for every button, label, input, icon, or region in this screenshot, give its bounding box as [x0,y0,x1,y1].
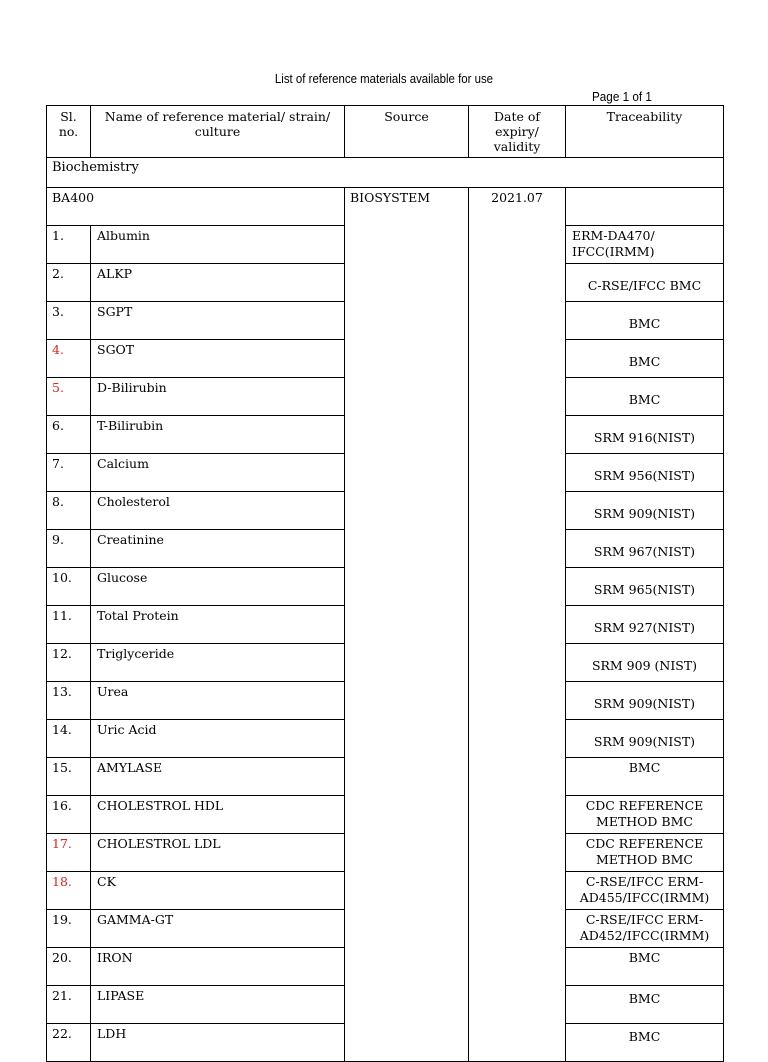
row-material-name: IRON [91,948,345,986]
row-material-name: Calcium [91,454,345,492]
header-name-line2: culture [194,124,241,139]
row-sl-number: 19. [47,910,91,948]
header-name-line1: Name of reference material/ strain/ [104,109,331,124]
row-traceability-text: C-RSE/IFCC ERM- AD452/IFCC(IRMM) [579,912,710,943]
row-sl-number: 21. [47,986,91,1024]
row-traceability [566,1024,724,1062]
row-traceability-text: BMC [628,950,661,965]
header-date [469,106,566,158]
page-number: Page 1 of 1 [592,89,652,104]
row-material-name: CHOLESTROL LDL [91,834,345,872]
row-traceability-text: SRM 965(NIST) [593,582,696,597]
group-name: BA400 [47,188,345,226]
row-sl-number: 20. [47,948,91,986]
row-sl-number: 12. [47,644,91,682]
row-traceability [566,492,724,530]
row-sl-number: 2. [47,264,91,302]
row-traceability [566,416,724,454]
row-material-name: LIPASE [91,986,345,1024]
row-sl-number: 7. [47,454,91,492]
table-header-row [47,106,724,158]
row-traceability-text: SRM 909 (NIST) [591,658,698,673]
row-traceability-text: BMC [628,392,661,407]
row-sl-number: 13. [47,682,91,720]
header-sl [47,106,91,158]
row-material-name: D-Bilirubin [91,378,345,416]
row-sl-number: 8. [47,492,91,530]
row-material-name: T-Bilirubin [91,416,345,454]
row-traceability-text: CDC REFERENCE METHOD BMC [585,798,704,829]
row-material-name: Triglyceride [91,644,345,682]
row-traceability-text: BMC [628,354,661,369]
row-material-name: Total Protein [91,606,345,644]
row-sl-number: 11. [47,606,91,644]
row-traceability-text: ERM-DA470/ IFCC(IRMM) [572,228,655,259]
row-traceability [566,834,724,872]
header-date-line1: Date of [493,109,541,124]
row-material-name: SGPT [91,302,345,340]
group-row [47,188,724,226]
group-date: 2021.07 [469,188,566,1062]
row-material-name: ALKP [91,264,345,302]
header-sl-line2: no. [58,124,79,139]
row-traceability-text: C-RSE/IFCC ERM- AD455/IFCC(IRMM) [579,874,710,905]
row-traceability-text: SRM 909(NIST) [593,506,696,521]
row-traceability-text: SRM 956(NIST) [593,468,696,483]
row-material-name: Urea [91,682,345,720]
row-traceability-text: BMC [628,760,661,775]
row-material-name: Cholesterol [91,492,345,530]
row-material-name: GAMMA-GT [91,910,345,948]
row-traceability-text: C-RSE/IFCC BMC [587,278,702,293]
row-sl-number: 6. [47,416,91,454]
row-traceability-text: SRM 927(NIST) [593,620,696,635]
row-sl-number: 14. [47,720,91,758]
group-source: BIOSYSTEM [345,188,469,1062]
row-material-name: LDH [91,1024,345,1062]
row-traceability-text: BMC [628,316,661,331]
row-traceability [566,454,724,492]
group-trace [566,188,724,226]
row-traceability [566,378,724,416]
row-material-name: Uric Acid [91,720,345,758]
header-sl-line1: Sl. [60,109,77,124]
header-traceability [566,106,724,158]
row-traceability [566,226,724,264]
row-traceability [566,986,724,1024]
row-traceability [566,606,724,644]
row-sl-number: 18. [47,872,91,910]
row-traceability-text: SRM 967(NIST) [593,544,696,559]
row-sl-number: 4. [47,340,91,378]
row-traceability [566,720,724,758]
row-sl-number: 15. [47,758,91,796]
row-material-name: SGOT [91,340,345,378]
row-sl-number: 16. [47,796,91,834]
row-material-name: Glucose [91,568,345,606]
row-traceability [566,530,724,568]
row-traceability-text: CDC REFERENCE METHOD BMC [585,836,704,867]
row-sl-number: 3. [47,302,91,340]
row-sl-number: 17. [47,834,91,872]
row-traceability [566,644,724,682]
row-traceability [566,568,724,606]
row-material-name: Creatinine [91,530,345,568]
row-material-name: CK [91,872,345,910]
row-traceability [566,910,724,948]
row-sl-number: 1. [47,226,91,264]
row-traceability [566,682,724,720]
row-traceability-text: SRM 909(NIST) [593,696,696,711]
row-sl-number: 10. [47,568,91,606]
row-traceability [566,340,724,378]
row-traceability [566,758,724,796]
row-sl-number: 22. [47,1024,91,1062]
row-traceability [566,872,724,910]
section-title: Biochemistry [47,158,724,188]
row-sl-number: 9. [47,530,91,568]
row-traceability [566,796,724,834]
row-sl-number: 5. [47,378,91,416]
row-material-name: Albumin [91,226,345,264]
document-title: List of reference materials available for use [274,71,494,86]
row-traceability [566,264,724,302]
header-name [91,106,345,158]
row-traceability-text: BMC [628,991,661,1006]
header-source-text: Source [384,109,429,124]
row-traceability-text: SRM 916(NIST) [593,430,696,445]
row-traceability-text: BMC [628,1029,661,1044]
header-trace-text: Traceability [606,109,683,124]
row-material-name: CHOLESTROL HDL [91,796,345,834]
row-traceability-text: SRM 909(NIST) [593,734,696,749]
row-material-name: AMYLASE [91,758,345,796]
header-date-line3: validity [493,139,541,154]
header-source [345,106,469,158]
row-traceability [566,302,724,340]
section-row [47,158,724,188]
header-date-line2: expiry/ [495,124,539,139]
row-traceability [566,948,724,986]
reference-materials-table [46,105,723,1062]
